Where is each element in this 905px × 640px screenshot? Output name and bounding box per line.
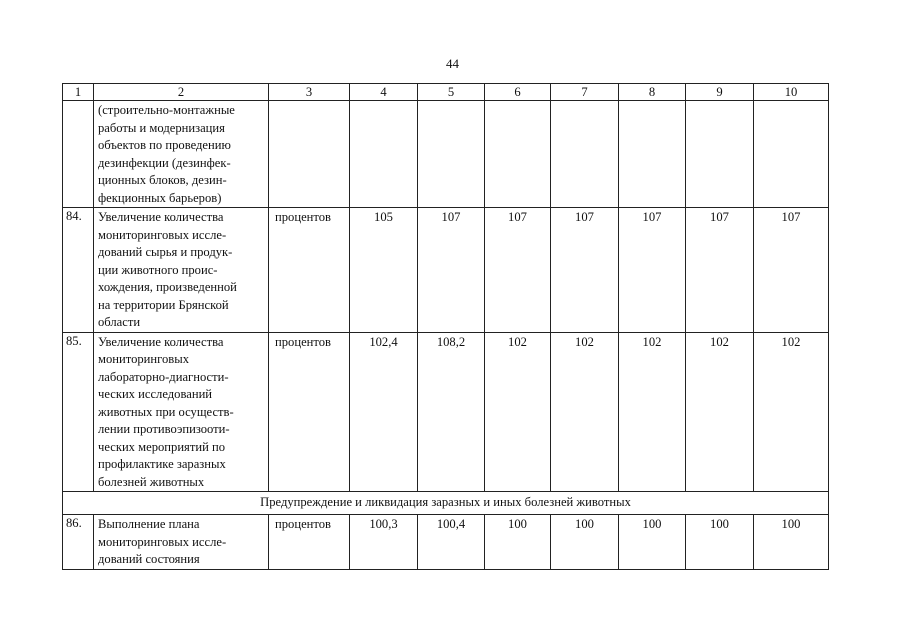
value-cell: 107 <box>754 208 829 333</box>
value-cell <box>754 101 829 208</box>
value-cell: 107 <box>418 208 485 333</box>
section-title: Предупреждение и ликвидация заразных и иных болезней животных <box>63 492 829 515</box>
value-cell <box>619 101 686 208</box>
table-row <box>63 332 829 492</box>
indicator-name-line: ции животного проис- <box>98 262 218 277</box>
column-header: 4 <box>350 84 418 101</box>
column-header: 6 <box>485 84 551 101</box>
section-row <box>63 492 829 515</box>
indicator-name-line: болезней животных <box>98 474 205 489</box>
column-header: 10 <box>754 84 829 101</box>
indicator-name-line: Увеличение количества <box>98 334 224 349</box>
column-header: 3 <box>269 84 350 101</box>
value-cell: 107 <box>619 208 686 333</box>
value-cell: 107 <box>485 208 551 333</box>
indicator-name-line: Увеличение количества <box>98 210 224 224</box>
indicator-name-line: ческих исследований <box>98 387 213 401</box>
indicator-name-line: мониторинговых иссле- <box>98 227 227 242</box>
indicator-name-line: дований состояния <box>98 552 200 566</box>
indicator-name <box>94 515 269 570</box>
column-header: 7 <box>551 84 619 101</box>
indicator-name-line: на территории Брянской <box>98 297 229 312</box>
indicator-name-line: (строительно-монтажные <box>98 103 235 117</box>
value-cell: 102 <box>754 332 829 492</box>
value-cell: 105 <box>350 208 418 333</box>
indicator-name-line: Выполнение плана <box>98 517 200 531</box>
value-cell: 102,4 <box>350 332 418 492</box>
page-number: 44 <box>446 56 459 71</box>
table-row <box>63 515 829 570</box>
row-number: 84. <box>63 208 94 333</box>
indicator-name-line: мониторинговых <box>98 352 190 366</box>
value-cell: 100,4 <box>418 515 485 570</box>
column-header: 1 <box>63 84 94 101</box>
indicator-name-line: области <box>98 315 141 329</box>
column-header: 5 <box>418 84 485 101</box>
indicator-name-line: хождения, произведенной <box>98 280 237 294</box>
indicator-name <box>94 101 269 208</box>
column-header: 8 <box>619 84 686 101</box>
indicator-name-line: лении противоэпизооти- <box>98 422 230 436</box>
value-cell: 100 <box>485 515 551 570</box>
indicator-name-line: объектов по проведению <box>98 138 231 152</box>
indicators-table <box>62 83 829 570</box>
indicator-name-line: работы и модернизация <box>98 120 225 135</box>
unit-cell: процентов <box>269 515 350 570</box>
column-header: 2 <box>94 84 269 101</box>
value-cell: 107 <box>686 208 754 333</box>
header-row <box>63 84 829 101</box>
indicator-name-line: лабораторно-диагности- <box>98 369 229 384</box>
table-body <box>63 84 829 570</box>
value-cell: 100 <box>551 515 619 570</box>
value-cell: 100 <box>686 515 754 570</box>
indicator-name-line: животных при осуществ- <box>98 404 234 419</box>
value-cell: 107 <box>551 208 619 333</box>
value-cell: 100 <box>754 515 829 570</box>
indicator-name-line: ционных блоков, дезин- <box>98 173 227 187</box>
value-cell <box>485 101 551 208</box>
value-cell: 102 <box>485 332 551 492</box>
value-cell <box>551 101 619 208</box>
value-cell <box>350 101 418 208</box>
indicator-name <box>94 208 269 333</box>
value-cell: 102 <box>551 332 619 492</box>
unit-cell: процентов <box>269 332 350 492</box>
column-header: 9 <box>686 84 754 101</box>
indicator-name-line: мониторинговых иссле- <box>98 534 227 549</box>
indicator-name-line: ческих мероприятий по <box>98 439 226 454</box>
row-number: 85. <box>63 332 94 492</box>
indicator-name-line: дезинфекции (дезинфек- <box>98 155 231 170</box>
value-cell: 102 <box>686 332 754 492</box>
value-cell: 100 <box>619 515 686 570</box>
unit-cell <box>269 101 350 208</box>
row-number <box>63 101 94 208</box>
value-cell <box>686 101 754 208</box>
indicator-name-line: фекционных барьеров) <box>98 190 222 205</box>
table-row <box>63 208 829 333</box>
row-number: 86. <box>63 515 94 570</box>
indicator-name <box>94 332 269 492</box>
value-cell: 100,3 <box>350 515 418 570</box>
unit-cell: процентов <box>269 208 350 333</box>
value-cell <box>418 101 485 208</box>
indicator-name-line: профилактике заразных <box>98 457 226 471</box>
indicator-name-line: дований сырья и продук- <box>98 245 233 259</box>
table-row <box>63 101 829 208</box>
value-cell: 102 <box>619 332 686 492</box>
value-cell: 108,2 <box>418 332 485 492</box>
